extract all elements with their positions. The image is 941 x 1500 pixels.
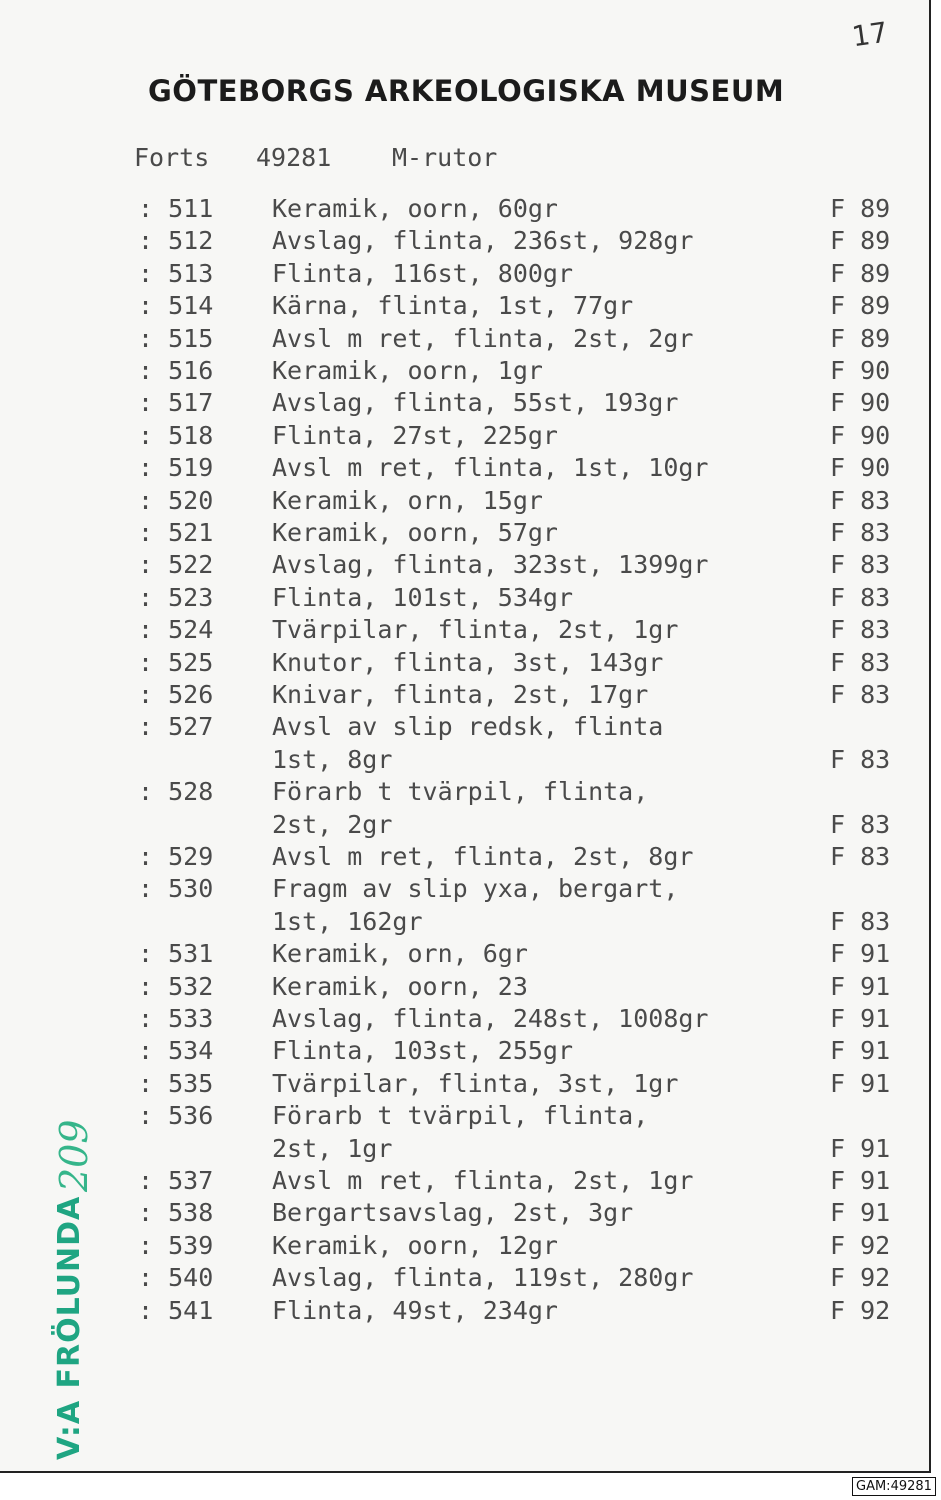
entry-reference: F 89 (830, 194, 891, 223)
entry-number: : 533 (138, 1004, 214, 1033)
entry-number: : 521 (138, 518, 214, 547)
entry-reference: F 83 (830, 842, 891, 871)
entry-description: Avsl m ret, flinta, 1st, 10gr (272, 453, 709, 483)
entry-number: : 526 (138, 680, 214, 709)
entry-reference: F 91 (830, 1004, 891, 1033)
entry-number: : 534 (138, 1036, 214, 1066)
entry-number: : 520 (138, 485, 214, 515)
entry-number: : 519 (138, 453, 214, 483)
entry-description: Flinta, 27st, 225gr (272, 420, 558, 450)
entry-description: 2st, 2gr (272, 809, 393, 839)
entry-description: Keramik, oorn, 1gr (272, 356, 543, 385)
entry-reference: F 83 (830, 809, 891, 839)
entry-reference: F 90 (830, 388, 891, 418)
entry-number: : 531 (138, 939, 214, 969)
entry-description: 1st, 8gr (272, 744, 393, 774)
entry-reference: F 90 (830, 453, 891, 483)
entry-reference: F 89 (830, 258, 891, 288)
entry-number: : 529 (138, 842, 214, 871)
entry-number: : 517 (138, 388, 214, 418)
entry-description: Keramik, orn, 6gr (272, 939, 528, 969)
entry-description: Tvärpilar, flinta, 3st, 1gr (272, 1068, 679, 1098)
entry-number: : 537 (138, 1166, 214, 1195)
entry-number: : 539 (138, 1230, 214, 1260)
entry-number: : 515 (138, 323, 214, 353)
entry-number: : 536 (138, 1101, 214, 1131)
entry-reference: F 83 (830, 744, 891, 774)
entry-reference: F 89 (830, 323, 891, 353)
entry-number: : 516 (138, 356, 214, 385)
entry-reference: F 89 (830, 291, 891, 321)
entry-number: : 524 (138, 615, 214, 645)
site-stamp: V:A FRÖLUNDA (52, 1195, 87, 1460)
entry-reference: F 83 (830, 906, 891, 936)
entry-reference: F 90 (830, 356, 891, 385)
entry-description: Avsl m ret, flinta, 2st, 2gr (272, 323, 694, 353)
header-type: M-rutor (392, 143, 498, 172)
handwritten-number: 209 (52, 1119, 96, 1192)
entry-number: : 527 (138, 712, 214, 742)
entry-reference: F 83 (830, 680, 891, 709)
entry-reference: F 91 (830, 939, 891, 969)
entry-description: Knivar, flinta, 2st, 17gr (272, 680, 649, 709)
catalog-id: GAM:49281 (852, 1477, 936, 1496)
entry-reference: F 91 (830, 1133, 891, 1163)
entry-number: : 523 (138, 582, 214, 612)
entry-reference: F 92 (830, 1263, 891, 1293)
entry-description: Keramik, oorn, 23 (272, 971, 528, 1001)
entry-description: Keramik, oorn, 60gr (272, 194, 558, 223)
entry-description: Keramik, orn, 15gr (272, 485, 543, 515)
entry-reference: F 91 (830, 1166, 891, 1195)
entry-description: Kärna, flinta, 1st, 77gr (272, 291, 634, 321)
entry-description: Knutor, flinta, 3st, 143gr (272, 647, 664, 677)
entry-number: : 514 (138, 291, 214, 321)
entry-reference: F 92 (830, 1230, 891, 1260)
header-forts: Forts (134, 143, 210, 172)
entry-description: Flinta, 103st, 255gr (272, 1036, 574, 1066)
entry-number: : 540 (138, 1263, 214, 1293)
entry-description: Flinta, 49st, 234gr (272, 1295, 558, 1325)
entry-description: Avslag, flinta, 55st, 193gr (272, 388, 679, 418)
entry-reference: F 83 (830, 550, 891, 580)
entry-reference: F 91 (830, 1036, 891, 1066)
entry-reference: F 90 (830, 420, 891, 450)
entry-reference: F 83 (830, 615, 891, 645)
entry-number: : 541 (138, 1295, 214, 1325)
entry-description: 2st, 1gr (272, 1133, 393, 1163)
entry-description: Förarb t tvärpil, flinta, (272, 1101, 649, 1131)
entry-description: Förarb t tvärpil, flinta, (272, 777, 649, 807)
entry-reference: F 91 (830, 1068, 891, 1098)
entry-number: : 535 (138, 1068, 214, 1098)
entry-description: Fragm av slip yxa, bergart, (272, 874, 679, 904)
entry-reference: F 83 (830, 518, 891, 547)
entry-number: : 530 (138, 874, 214, 904)
entry-number: : 513 (138, 258, 214, 288)
entry-reference: F 91 (830, 971, 891, 1001)
entry-description: Avsl av slip redsk, flinta (272, 712, 664, 742)
entry-description: Flinta, 116st, 800gr (272, 258, 574, 288)
entry-number: : 525 (138, 647, 214, 677)
entry-description: Avsl m ret, flinta, 2st, 1gr (272, 1166, 694, 1195)
entry-description: Avsl m ret, flinta, 2st, 8gr (272, 842, 694, 871)
museum-title: GÖTEBORGS ARKEOLOGISKA MUSEUM (148, 74, 785, 108)
entry-reference: F 83 (830, 647, 891, 677)
entry-description: Keramik, oorn, 57gr (272, 518, 558, 547)
header-number: 49281 (256, 143, 332, 172)
entry-number: : 522 (138, 550, 214, 580)
entry-description: Tvärpilar, flinta, 2st, 1gr (272, 615, 679, 645)
entry-description: Flinta, 101st, 534gr (272, 582, 574, 612)
entry-reference: F 89 (830, 226, 891, 256)
entry-description: 1st, 162gr (272, 906, 423, 936)
entry-description: Keramik, oorn, 12gr (272, 1230, 558, 1260)
entry-number: : 538 (138, 1198, 214, 1228)
entry-reference: F 91 (830, 1198, 891, 1228)
entry-number: : 532 (138, 971, 214, 1001)
entry-reference: F 83 (830, 485, 891, 515)
entry-number: : 518 (138, 420, 214, 450)
entry-reference: F 83 (830, 582, 891, 612)
entry-number: : 512 (138, 226, 214, 256)
entry-description: Avslag, flinta, 248st, 1008gr (272, 1004, 709, 1033)
entry-description: Avslag, flinta, 236st, 928gr (272, 226, 694, 256)
entry-number: : 511 (138, 194, 214, 223)
entry-description: Avslag, flinta, 323st, 1399gr (272, 550, 709, 580)
page-number: 17 (849, 15, 890, 54)
entry-description: Avslag, flinta, 119st, 280gr (272, 1263, 694, 1293)
entry-description: Bergartsavslag, 2st, 3gr (272, 1198, 634, 1228)
entry-reference: F 92 (830, 1295, 891, 1325)
entry-number: : 528 (138, 777, 214, 807)
